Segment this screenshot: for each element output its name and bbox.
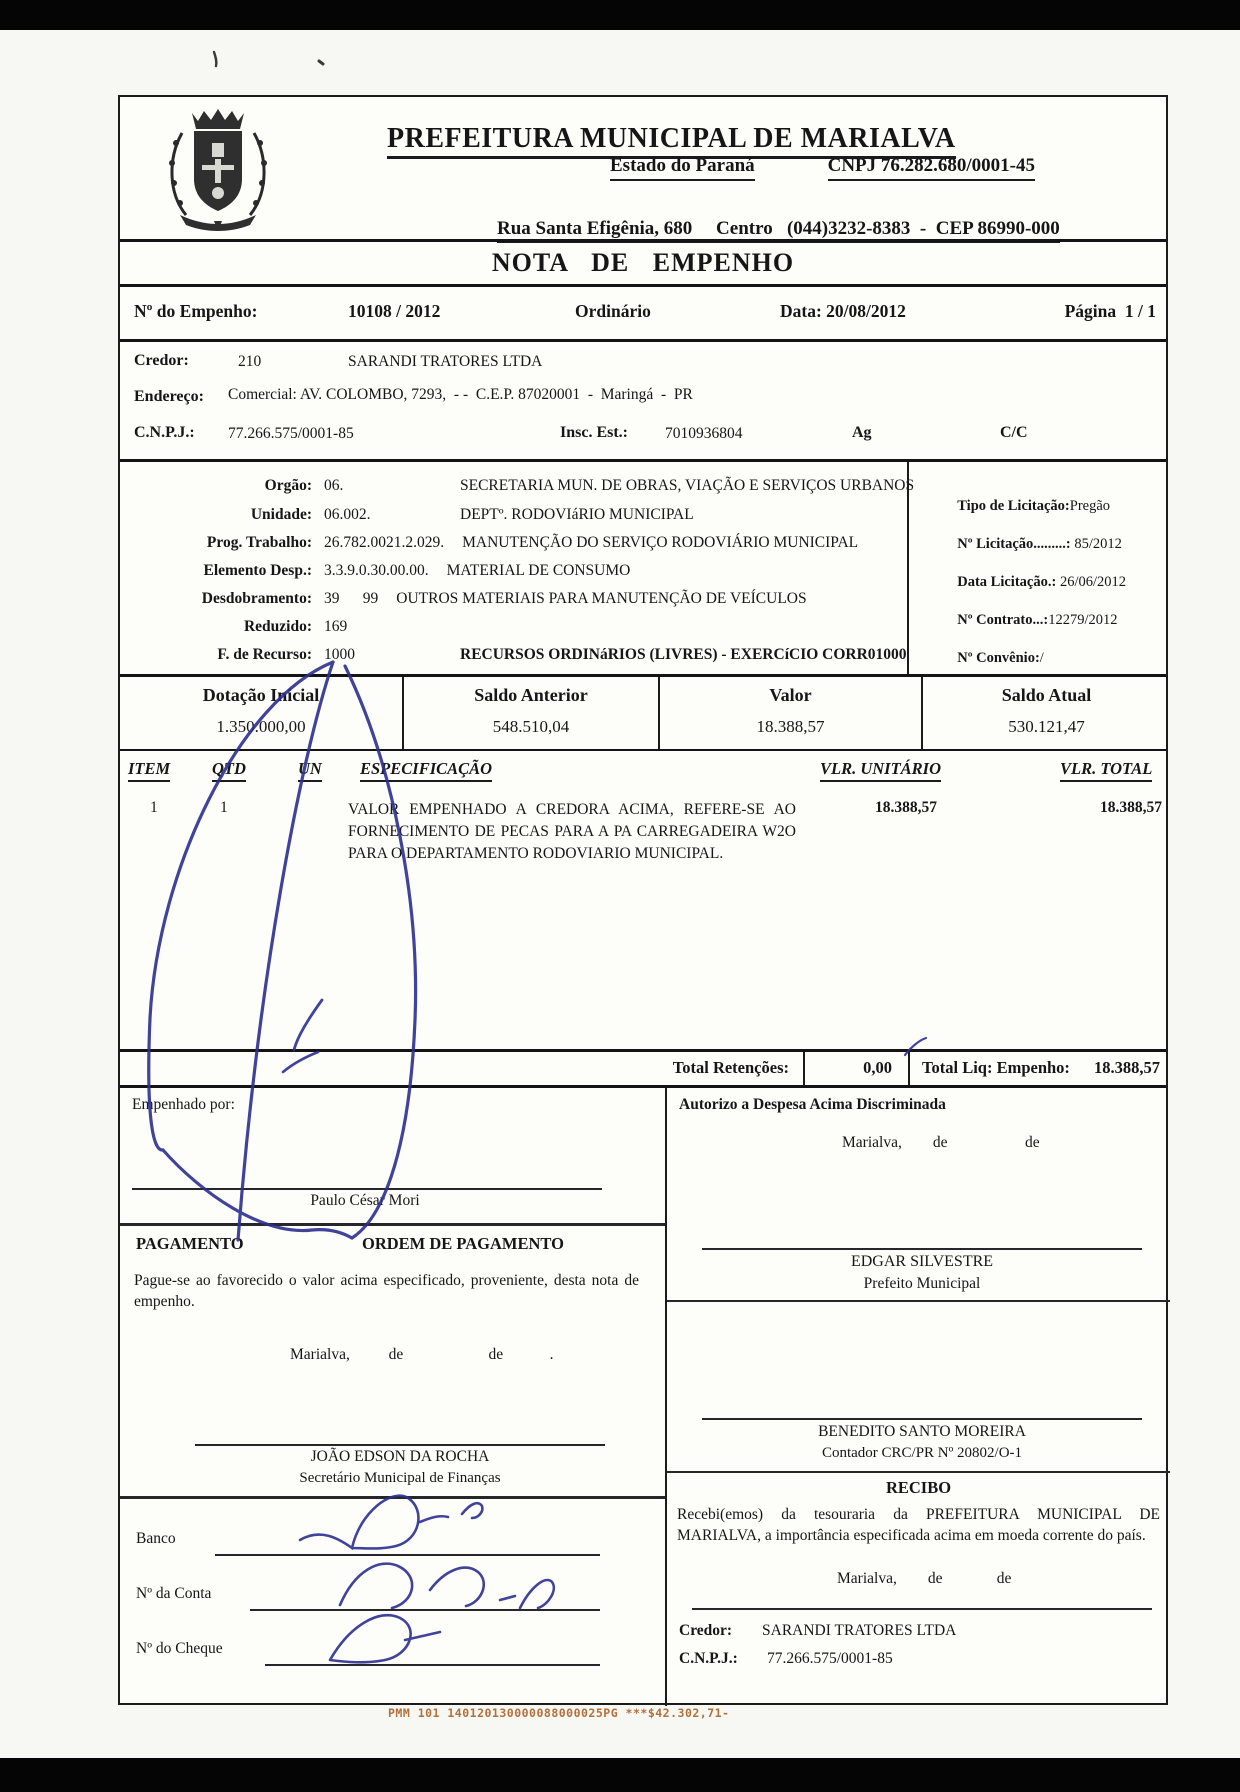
prefeito-role: Prefeito Municipal (863, 1275, 981, 1292)
insc-value: 7010936804 (665, 425, 743, 442)
creditor-cnpj: 77.266.575/0001-85 (228, 425, 354, 442)
address-label: Endereço: (134, 388, 204, 405)
nota-de-empenho-document (118, 95, 1168, 1705)
class-row-unidade (120, 505, 907, 525)
total-liq-label: Total Liq: Empenho: (922, 1058, 1070, 1077)
row-label: F. de Recurso: (217, 646, 312, 663)
saldo-anterior-cell (404, 677, 660, 749)
state-label: Estado do Paraná (610, 155, 755, 181)
col-un: UN (298, 759, 322, 782)
dotacao-value: 530.121,47 (1008, 717, 1085, 736)
contador-name: BENEDITO SANTO MOREIRA (818, 1423, 1026, 1440)
col-espec: ESPECIFICAÇÃO (360, 759, 492, 782)
secretario-signature-line (195, 1444, 605, 1446)
recibo-credor-value: SARANDI TRATORES LTDA (762, 1622, 957, 1639)
dotacao-value: 1.350.000,00 (216, 717, 306, 736)
dot-matrix-footer: PMM 101 140120130000088000025PG ***$42.302,71- (388, 1706, 730, 1720)
secretario-role: Secretário Municipal de Finanças (299, 1470, 501, 1486)
lic-value: 12279/2012 (1048, 612, 1118, 628)
recurso-extra-code: 01000 (867, 646, 907, 663)
empenho-label: Nº do Empenho: (134, 301, 258, 321)
row-code: 169 (324, 618, 348, 635)
pagamento-date-line: Marialva, de de . (290, 1346, 554, 1363)
recibo-title: RECIBO (885, 1478, 952, 1497)
row-label: Reduzido: (243, 618, 312, 635)
row-code: 06.002. (324, 506, 371, 523)
dotacao-inicial-cell (120, 677, 404, 749)
prefeito-name: EDGAR SILVESTRE (850, 1253, 994, 1270)
row-desc: MANUTENÇÃO DO SERVIÇO RODOVIÁRIO MUNICIPAL (462, 534, 859, 551)
total-retencoes-value: 0,00 (863, 1058, 892, 1077)
contador-signature-line (702, 1418, 1142, 1420)
row-desc: RECURSOS ORDINáRIOS (LIVRES) - EXERCíCIO CORR (460, 646, 868, 663)
totals-row (120, 1049, 1166, 1085)
insc-label: Insc. Est.: (560, 424, 629, 441)
document-header (120, 97, 1166, 239)
scan-edge-bottom (0, 1758, 1240, 1792)
item-description: VALOR EMPENHADO A CREDORA ACIMA, REFERE-SE AO FORNECIMENTO DE PECAS PARA A PA CARREGADEIRA W2O PARA O DEPARTAMENTO RODOVIARIO MUNICIPAL. (348, 801, 796, 862)
pen-mark-apostrophe (214, 52, 216, 66)
recibo-cnpj-value: 77.266.575/0001-85 (767, 1650, 893, 1667)
coat-of-arms-logo (162, 103, 274, 233)
contador-divider (667, 1300, 1170, 1302)
item-number: 1 (150, 799, 158, 816)
col-item: ITEM (128, 759, 170, 782)
page-indicator: Página 1 / 1 (1064, 301, 1156, 321)
item-vlr-unitario: 18.388,57 (875, 799, 937, 816)
dotacao-value: 548.510,04 (492, 717, 570, 736)
col-vlr-total: VLR. TOTAL (1060, 759, 1152, 782)
banco-divider (120, 1496, 665, 1499)
banco-line (215, 1554, 600, 1556)
empenhado-por-label: Empenhado por: (132, 1096, 235, 1113)
row-desc: SECRETARIA MUN. DE OBRAS, VIAÇÃO E SERVIÇOS URBANOS (460, 477, 915, 494)
doc-title-band (120, 239, 1166, 287)
creditor-address: Comercial: AV. COLOMBO, 7293, - - C.E.P. 87020001 - Maringá - PR (228, 386, 693, 403)
classification-block (120, 459, 1166, 674)
row-code: 06. (324, 477, 344, 494)
item-vlr-total: 18.388,57 (1100, 799, 1162, 816)
municipality-title: PREFEITURA MUNICIPAL DE MARIALVA (387, 123, 956, 159)
total-retencoes-value-cell (805, 1052, 910, 1085)
lic-label: Data Licitação.: (957, 574, 1057, 590)
item-qtd: 1 (220, 799, 228, 816)
creditor-name: SARANDI TRATORES LTDA (348, 353, 543, 370)
row-label: Desdobramento: (201, 590, 312, 607)
ordem-pagamento-title: ORDEM DE PAGAMENTO (362, 1234, 564, 1253)
row-desc: OUTROS MATERIAIS PARA MANUTENÇÃO DE VEÍCULOS (396, 590, 807, 607)
cheque-label: Nº do Cheque (136, 1640, 223, 1657)
row-code: 3.3.9.0.30.00.00. (324, 562, 429, 579)
cc-label: C/C (1000, 424, 1028, 441)
row-code: 39 99 (324, 590, 379, 607)
row-label: Prog. Trabalho: (206, 534, 312, 551)
licitacao-panel (907, 462, 1170, 677)
dotacao-header: Saldo Anterior (474, 685, 588, 705)
ag-label: Ag (852, 424, 872, 441)
row-label: Elemento Desp.: (203, 562, 312, 579)
creditor-cnpj-label: C.N.P.J.: (134, 424, 195, 441)
recibo-credor-label: Credor: (679, 1622, 733, 1639)
creditor-block (120, 339, 1166, 459)
recibo-cnpj-label: C.N.P.J.: (679, 1650, 738, 1667)
lic-label: Nº Contrato...: (957, 612, 1049, 628)
prefeito-signature-line (702, 1248, 1142, 1250)
total-liq-cell (910, 1052, 1170, 1085)
recibo-text: Recebi(emos) da tesouraria da PREFEITURA MUNICIPAL DE MARIALVA, a importância especificada acima em moeda corrente do país. (677, 1506, 1160, 1544)
authorization-column (665, 1088, 1170, 1706)
empenho-type: Ordinário (575, 301, 651, 321)
row-desc: DEPTº. RODOVIáRIO MUNICIPAL (460, 506, 694, 523)
row-code: 26.782.0021.2.029. (324, 534, 445, 551)
col-vlr-unitario: VLR. UNITÁRIO (820, 759, 941, 782)
doc-title: NOTA DE EMPENHO (491, 248, 795, 277)
recibo-signature-line (692, 1608, 1152, 1610)
autorizacao-title: Autorizo a Despesa Acima Discriminada (679, 1096, 946, 1113)
conta-label: Nº da Conta (136, 1585, 212, 1602)
total-retencoes-label: Total Retenções: (672, 1058, 789, 1077)
row-desc: MATERIAL DE CONSUMO (446, 562, 631, 579)
lic-value: Pregão (1069, 498, 1111, 514)
class-row-recurso (120, 645, 907, 665)
total-liq-value: 18.388,57 (1094, 1058, 1160, 1077)
total-retencoes-label-cell (120, 1052, 805, 1085)
empenho-date: Data: 20/08/2012 (780, 301, 906, 321)
items-table (120, 749, 1166, 1049)
lic-value: / (1039, 650, 1044, 666)
lic-value: 26/06/2012 (1056, 574, 1126, 590)
saldo-atual-cell (923, 677, 1170, 749)
pagamento-divider (120, 1223, 665, 1226)
class-row-desdobramento (120, 589, 907, 609)
banco-label: Banco (136, 1530, 176, 1547)
cheque-line (265, 1664, 600, 1666)
pagamento-text: Pague-se ao favorecido o valor acima especificado, proveniente, desta nota de empenho. (134, 1272, 639, 1310)
lic-label: Nº Convênio: (957, 650, 1040, 666)
class-row-prog-trabalho (120, 533, 907, 553)
lic-value: 85/2012 (1070, 536, 1122, 552)
class-row-elemento (120, 561, 907, 581)
recibo-date-line: Marialva, de de (837, 1570, 1012, 1587)
dotacao-header: Valor (769, 685, 812, 705)
secretario-name: JOÃO EDSON DA ROCHA (310, 1448, 490, 1465)
contador-role: Contador CRC/PR Nº 20802/O-1 (821, 1445, 1023, 1461)
lic-label: Nº Licitação.........: (957, 536, 1071, 552)
address-text: Rua Santa Efigênia, 680 Centro (044)3232-8383 - CEP 86990-000 (497, 218, 1060, 243)
row-label: Orgão: (264, 477, 312, 494)
empenho-number: 10108 / 2012 (348, 301, 441, 321)
cnpj-header: CNPJ 76.282.680/0001-45 (828, 155, 1035, 181)
recibo-divider (667, 1471, 1170, 1473)
signatures-area (120, 1085, 1166, 1703)
dotacao-header: Dotação Inicial (202, 685, 320, 705)
empenho-number-row (120, 287, 1166, 339)
class-row-orgao (120, 476, 915, 496)
dotacao-header: Saldo Atual (1001, 685, 1092, 705)
creditor-code: 210 (238, 353, 262, 370)
dotacao-table (120, 674, 1166, 749)
row-label: Unidade: (250, 506, 312, 523)
col-qtd: QTD (212, 759, 246, 782)
pen-mark-dot (319, 61, 323, 64)
empenhado-signature-line (132, 1188, 602, 1190)
conta-line (250, 1609, 600, 1611)
class-row-reduzido (120, 617, 907, 637)
scan-edge-top (0, 0, 1240, 30)
lic-label: Tipo de Licitação: (957, 498, 1070, 514)
empenhado-signature-name: Paulo César Mori (310, 1192, 420, 1209)
row-code: 1000 (324, 646, 355, 663)
autorizacao-date-line: Marialva, de de (842, 1134, 1040, 1151)
dotacao-value: 18.388,57 (756, 717, 825, 736)
header-state-cnpj-line (610, 155, 1035, 181)
creditor-label: Credor: (134, 352, 189, 369)
valor-cell (660, 677, 923, 749)
pagamento-title: PAGAMENTO (136, 1234, 244, 1253)
